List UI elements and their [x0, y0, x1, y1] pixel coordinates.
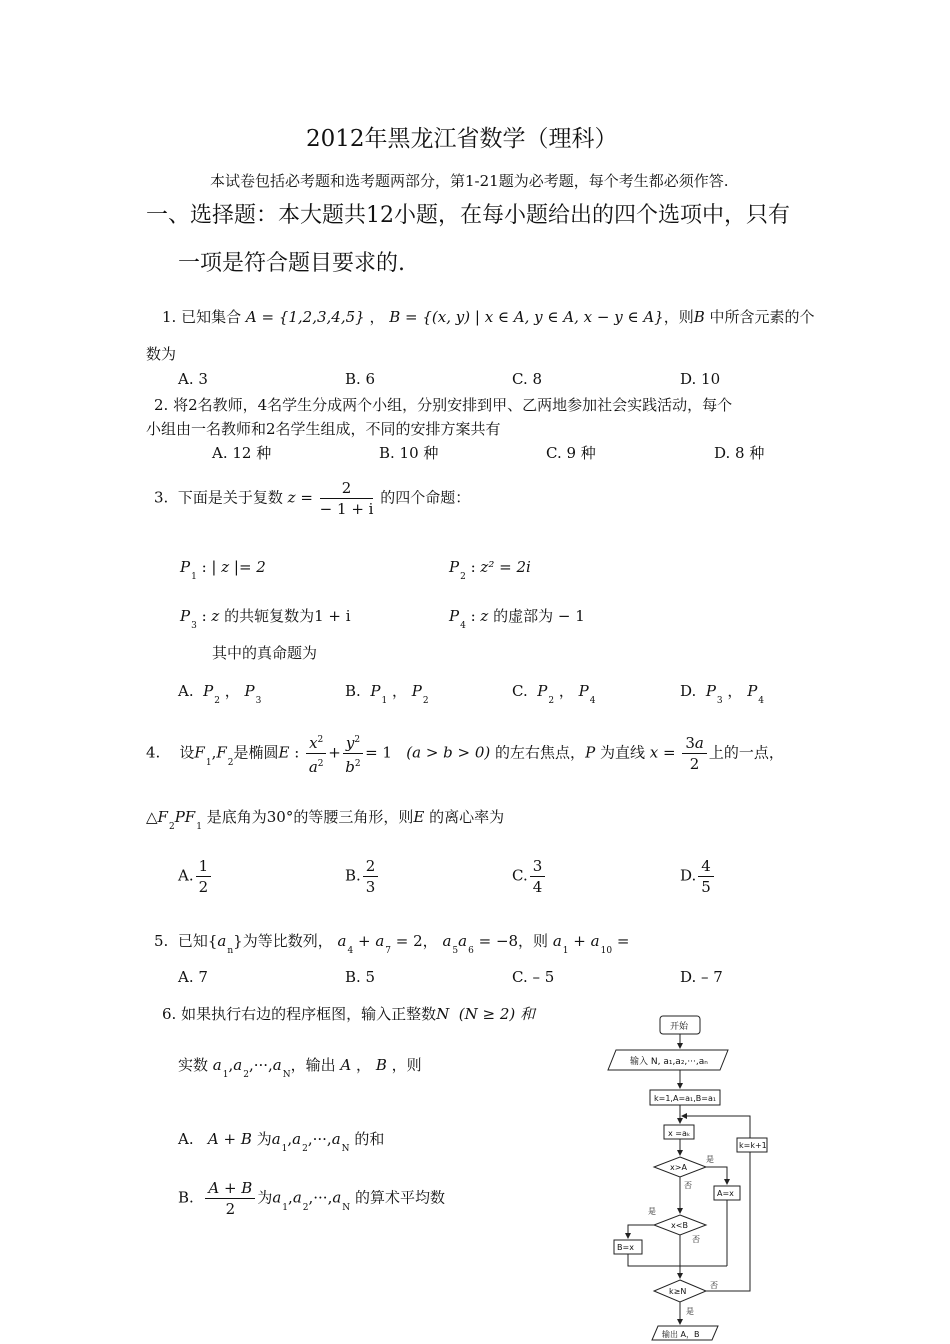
q4-number: 4.	[146, 743, 161, 762]
flow-no-label-2: 否	[692, 1235, 700, 1244]
q4-option-a: A. $\frac{1}{2}$	[178, 856, 213, 897]
flow-set-a-label: A=x	[717, 1189, 734, 1198]
q4-option-b: B. $\frac{2}{3}$	[345, 856, 380, 897]
question-4-line1: 4. 设$F_1,F_2$是椭圆E : $\frac{x^2}{a^2}$ + $\frac{y^2}{b^2}$ = 1 (a > b > 0) 的左右焦点，P 为直线 x = $\frac{3a}{2}$ 上的一点，	[146, 730, 784, 777]
q1-option-b: B. 6	[345, 370, 376, 388]
q1-option-c: C. 8	[512, 370, 543, 388]
q2-option-b: B. 10 种	[379, 444, 439, 462]
question-6-line1: 6. 如果执行右边的程序框图，输入正整数N (N ≥ 2) 和	[162, 1005, 536, 1023]
flow-output-label: 输出 A，B	[662, 1330, 700, 1339]
question-5: 5. 已知$\{a_n\}$为等比数列， $a_4 + a_7 = 2$， $a_5a_6 = -8$，则 $a_1 + a_{10}$ =	[154, 932, 630, 956]
q5-option-d: D. – 7	[680, 968, 723, 986]
question-1: 1. 已知集合 A = {1,2,3,4,5} ， B = {(x, y) | x ∈ A, y ∈ A, x − y ∈ A}，则B 中所含元素的个	[162, 308, 815, 326]
flow-start-label: 开始	[670, 1022, 689, 1032]
question-6-line2: 实数 $a_1,a_2,\cdot\cdot\cdot,a_N$，输出 A ， B ，则	[178, 1056, 422, 1080]
q4-frac-x: $\frac{x^2}{a^2}$	[306, 730, 326, 777]
q4-frac-y: $\frac{y^2}{b^2}$	[343, 730, 363, 777]
q1-set-a: A = {1,2,3,4,5}	[245, 308, 365, 326]
q6-option-b: B. $\frac{A + B}{2}$ 为$a_1,a_2,\cdot\cdot\cdot,a_N$ 的算术平均数	[178, 1179, 445, 1218]
q3-proposition-p2: $P_2$ : z² = 2i	[449, 558, 531, 582]
question-3: 3. 下面是关于复数 z = $\frac{2}{- 1 + i}$ 的四个命题：	[154, 479, 471, 518]
q1-post: ，则	[663, 308, 694, 326]
question-2-line1: 2. 将2名教师，4名学生分成两个小组，分别安排到甲、乙两地参加社会实践活动，每个	[154, 396, 733, 414]
page-title: 2012年黑龙江省数学（理科）	[306, 126, 618, 152]
q3-post: 的四个命题：	[380, 488, 471, 507]
q4-frac-line: $\frac{3a}{2}$	[682, 733, 707, 774]
q5-option-b: B. 5	[345, 968, 376, 986]
q1-post2: 中所含元素的个	[709, 308, 815, 326]
flow-yes-label-2: 是	[648, 1207, 656, 1216]
question-2-line2: 小组由一名教师和2名学生组成，不同的安排方案共有	[146, 420, 501, 438]
flowchart	[600, 1010, 780, 1344]
q1-number: 1.	[162, 308, 177, 326]
flow-yes-label-1: 是	[706, 1155, 714, 1164]
question-4-line2: $\triangle F_2PF_1$ 是底角为30°的等腰三角形，则E 的离心率为	[146, 808, 505, 832]
q1-set-b: B = {(x, y) | x ∈ A, y ∈ A, x − y ∈ A}	[389, 308, 664, 326]
q4-option-c: C. $\frac{3}{4}$	[512, 856, 547, 897]
flow-init-label: k=1,A=a₁,B=a₁	[654, 1094, 717, 1103]
q3-proposition-p3: $P_3$ : z 的共轭复数为1 + i	[180, 607, 351, 631]
flow-input-label: 输入 N, a₁,a₂,···,aₙ	[630, 1057, 708, 1067]
flow-increment-label: k=k+1	[739, 1141, 767, 1150]
q3-frac-den: − 1 + i	[319, 500, 374, 518]
flow-cmp3-label: k≥N	[669, 1287, 687, 1296]
q3-option-d: D. $P_3$ ， $P_4$	[680, 682, 765, 706]
flow-no-label-1: 否	[684, 1181, 692, 1190]
q3-frac-num: 2	[320, 478, 374, 499]
flow-set-b-label: B=x	[617, 1243, 634, 1252]
q6-option-a: A. A + B 为$a_1,a_2,\cdot\cdot\cdot,a_N$ 的和	[178, 1130, 385, 1154]
intro-text: 本试卷包括必考题和选考题两部分，第1-21题为必考题，每个考生都必须作答.	[210, 172, 729, 190]
q3-number: 3.	[154, 488, 169, 507]
flow-no-label-3: 否	[710, 1281, 718, 1290]
q3-proposition-p1: $P_1$ : | z |= 2	[180, 558, 266, 582]
flow-yes-label-3: 是	[686, 1307, 694, 1316]
q3-fraction	[320, 478, 374, 519]
flow-cmp2-label: x<B	[671, 1221, 688, 1230]
q3-option-b: B. $P_1$ ， $P_2$	[345, 682, 429, 706]
section-heading-line2: 一项是符合题目要求的.	[178, 251, 405, 276]
q1-continuation: 数为	[146, 345, 177, 363]
q3-truth-prompt: 其中的真命题为	[212, 644, 318, 662]
q4-option-d: D. $\frac{4}{5}$	[680, 856, 716, 897]
q1-option-a: A. 3	[178, 370, 208, 388]
section-heading-line1: 一、选择题：本大题共12小题，在每小题给出的四个选项中，只有	[146, 203, 790, 228]
q2-option-c: C. 9 种	[546, 444, 596, 462]
q2-option-a: A. 12 种	[212, 444, 272, 462]
q1-option-d: D. 10	[680, 370, 721, 388]
q5-option-c: C. – 5	[512, 968, 555, 986]
q1-pre: 已知集合	[181, 308, 242, 326]
flow-assign-label: x =aₖ	[668, 1129, 691, 1138]
q2-option-d: D. 8 种	[714, 444, 765, 462]
flow-cmp1-label: x>A	[670, 1163, 687, 1172]
q3-option-c: C. $P_2$ ， $P_4$	[512, 682, 596, 706]
q3-proposition-p4: $P_4$ : z 的虚部为 − 1	[449, 607, 585, 631]
q3-pre: 下面是关于复数	[177, 488, 283, 507]
q5-option-a: A. 7	[178, 968, 208, 986]
q3-option-a: A. $P_2$ ， $P_3$	[178, 682, 262, 706]
